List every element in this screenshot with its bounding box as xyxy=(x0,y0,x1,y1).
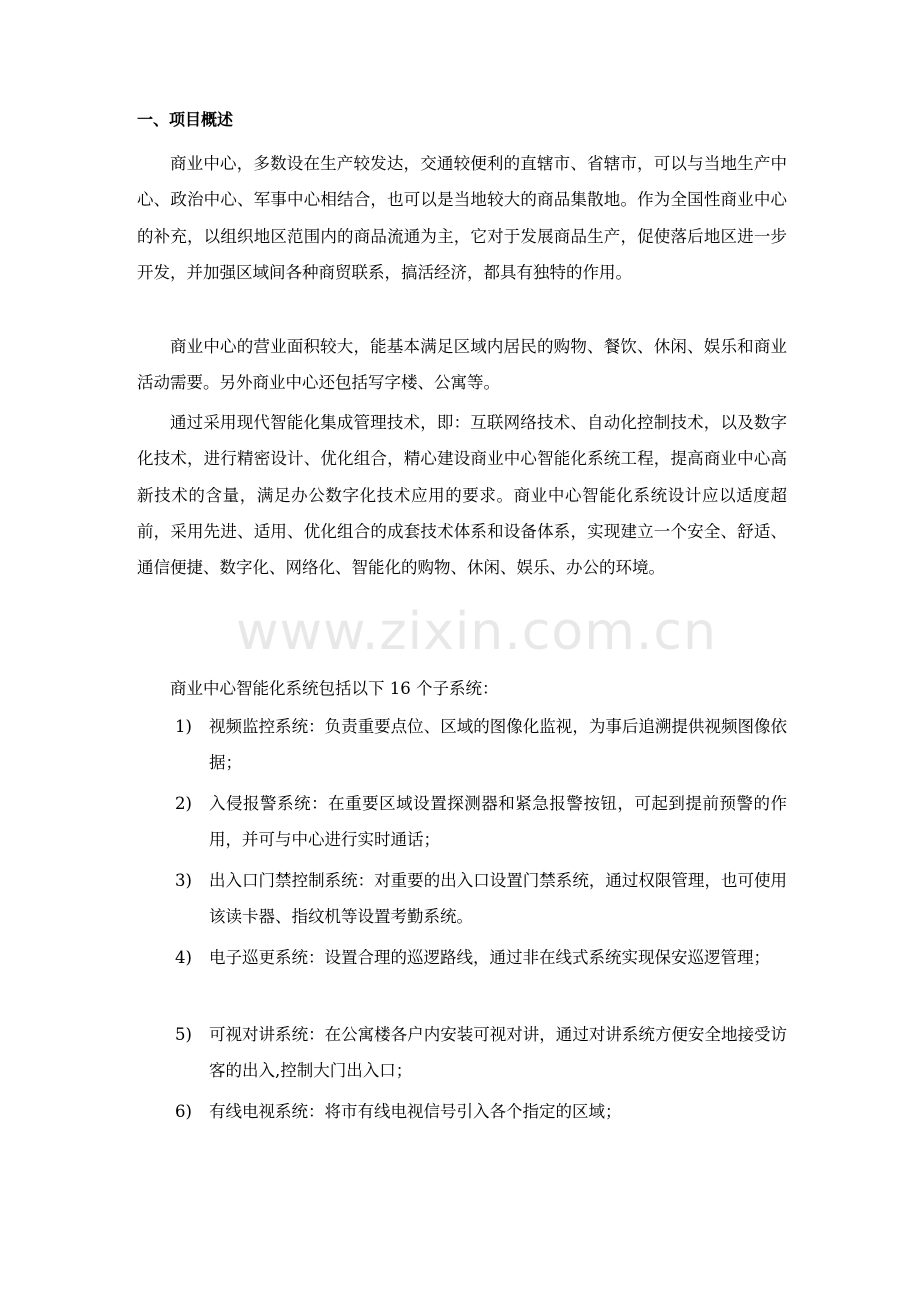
list-item xyxy=(137,786,787,860)
list-item xyxy=(137,1094,787,1132)
paragraph-business-area: 商业中心的营业面积较大，能基本满足区域内居民的购物、餐饮、休闲、娱乐和商业活动需要。另外商业中心还包括写字楼、公寓等。 xyxy=(137,337,787,393)
list-item xyxy=(137,1017,787,1091)
list-item-text: 出入口门禁控制系统：对重要的出入口设置门禁系统，通过权限管理，也可使用该读卡器、指纹机等设置考勤系统。 xyxy=(209,871,787,927)
list-item-text: 视频监控系统：负责重要点位、区域的图像化监视，为事后追溯提供视频图像依据； xyxy=(209,717,787,773)
list-item-text: 有线电视系统：将市有线电视信号引入各个指定的区域； xyxy=(209,1102,622,1121)
list-item-number: 2) xyxy=(175,794,192,813)
paragraph-intelligent-tech: 通过采用现代智能化集成管理技术，即：互联网络技术、自动化控制技术，以及数字化技术，进行精密设计、优化组合，精心建设商业中心智能化系统工程，提高商业中心高新技术的含量，满足办公数字化技术应用的要求。商业中心智能化系统设计应以适度超前，采用先进、适用、优化组合的成套技术体系和设备体系，实现建立一个安全、舒适、通信便捷、数字化、网络化、智能化的购物、休闲、娱乐、办公的环境。 xyxy=(137,413,787,578)
list-item-text: 入侵报警系统：在重要区域设置探测器和紧急报警按钮，可起到提前预警的作用，并可与中心进行实时通话； xyxy=(209,794,787,850)
list-item-text: 电子巡更系统：设置合理的巡逻路线，通过非在线式系统实现保安巡逻管理； xyxy=(209,948,770,967)
section-heading: 一、项目概述 xyxy=(137,110,234,129)
paragraph-overview: 商业中心，多数设在生产较发达，交通较便利的直辖市、省辖市，可以与当地生产中心、政治中心、军事中心相结合，也可以是当地较大的商品集散地。作为全国性商业中心的补充，以组织地区范围内的商品流通为主，它对于发展商品生产，促使落后地区进一步开发，并加强区域间各种商贸联系，搞活经济，都具有独特的作用。 xyxy=(137,154,787,282)
list-item-number: 5) xyxy=(175,1025,192,1044)
list-item-number: 6) xyxy=(175,1102,192,1121)
list-item xyxy=(137,709,787,783)
watermark: www.zixin.com.cn xyxy=(236,602,717,662)
list-item-text: 可视对讲系统：在公寓楼各户内安装可视对讲，通过对讲系统方便安全地接受访客的出入,控制大门出入口； xyxy=(209,1025,787,1081)
list-item-number: 4) xyxy=(175,948,192,967)
list-item xyxy=(137,940,787,1014)
list-item-number: 1) xyxy=(175,717,192,736)
paragraph-subsystems-intro: 商业中心智能化系统包括以下 16 个子系统： xyxy=(170,679,499,698)
list-item-number: 3) xyxy=(175,871,192,890)
list-item xyxy=(137,863,787,937)
